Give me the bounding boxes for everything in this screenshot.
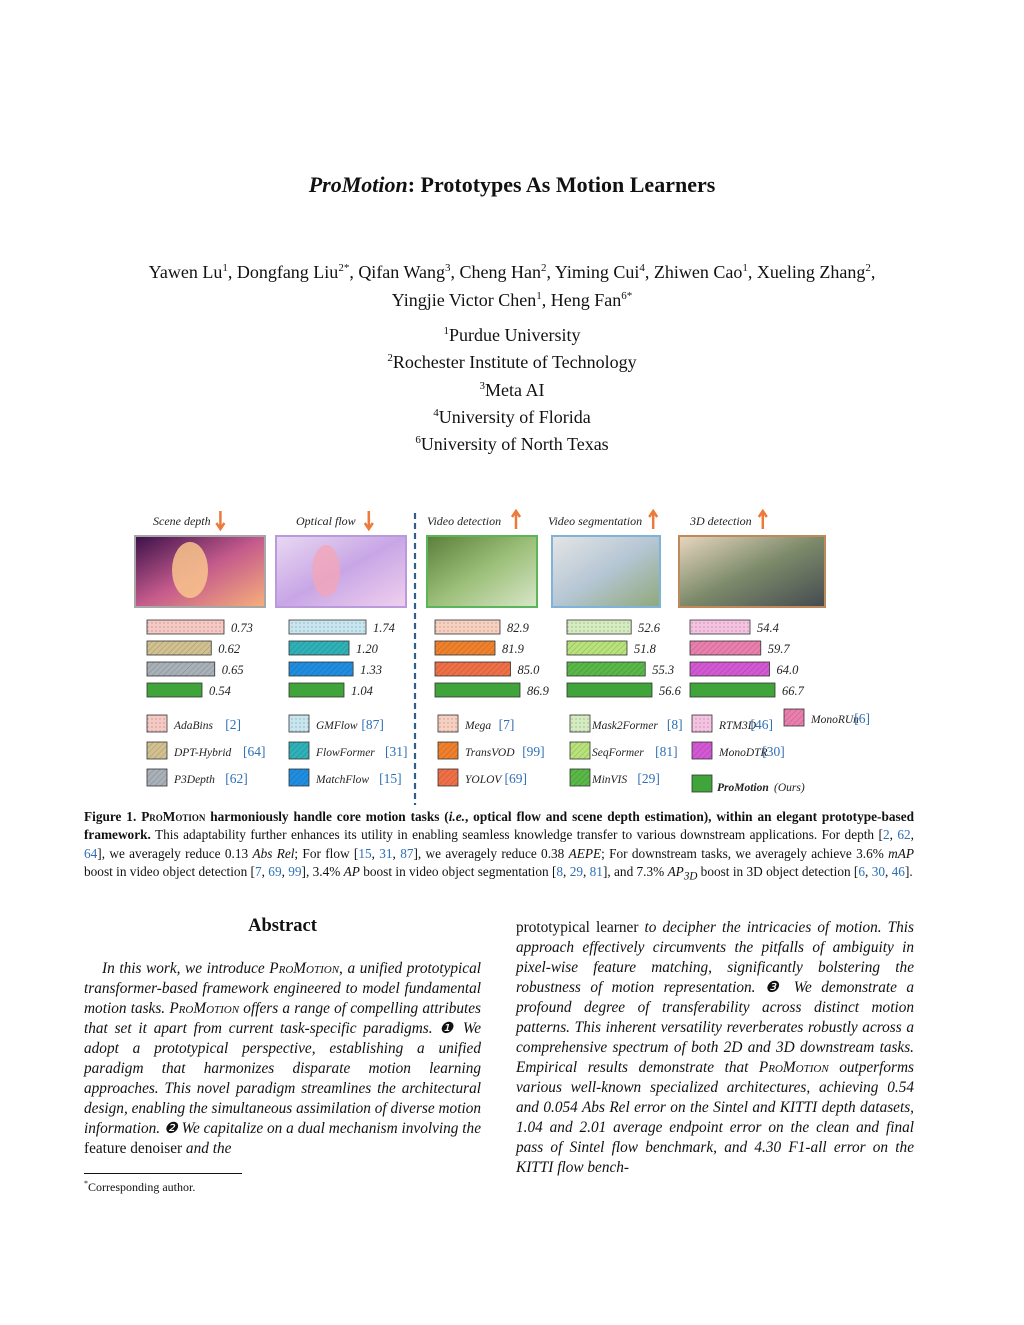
legend-swatch-texture: [692, 742, 712, 759]
author-name: Heng Fan: [550, 290, 622, 310]
citation-link[interactable]: 7: [254, 863, 262, 879]
citation-link[interactable]: [69]: [504, 771, 527, 786]
citation-link[interactable]: [15]: [379, 771, 402, 786]
legend-label: DPT-Hybrid: [174, 747, 232, 759]
legend-swatch-texture: [570, 742, 590, 759]
panel-title: 3D detection: [690, 514, 752, 528]
affiliation: $^1$Purdue University: [443, 325, 581, 345]
bar-value-label: 1.20: [356, 642, 378, 656]
bar-value-label: 51.8: [634, 642, 656, 656]
legend-label: Mask2Former: [592, 720, 658, 732]
bar-value-label: 0.73: [231, 621, 253, 635]
legend-label: FlowFormer: [316, 747, 375, 759]
bar-texture: [435, 641, 495, 655]
legend-swatch-texture: [438, 742, 458, 759]
bar-texture: [690, 641, 761, 655]
citation-link[interactable]: 6: [858, 863, 866, 879]
bar-promotion: [289, 683, 344, 697]
citation-link[interactable]: [2]: [225, 717, 242, 732]
bar-texture: [289, 620, 366, 634]
author-name: Zhiwen Cao: [653, 262, 743, 282]
legend-label: GMFlow: [316, 720, 358, 732]
citation-link[interactable]: 31: [379, 845, 393, 861]
legend-label: TransVOD: [465, 747, 515, 759]
panel-title: Optical flow: [296, 514, 356, 528]
bar-value-label: 59.7: [767, 642, 790, 656]
bar-value-label: 81.9: [502, 642, 524, 656]
bar-promotion: [567, 683, 652, 697]
citation-link[interactable]: [8]: [666, 717, 683, 732]
legend-label-ours: ProMotion: [717, 782, 769, 794]
panel-title: Scene depth: [153, 514, 211, 528]
bar-texture: [289, 641, 349, 655]
legend-label: MinVIS: [592, 774, 628, 786]
task-example-image: [276, 536, 406, 607]
citation-link[interactable]: [81]: [655, 744, 678, 759]
citation-link[interactable]: 64: [84, 845, 98, 861]
citation-link[interactable]: [6]: [854, 711, 871, 726]
citation-link[interactable]: 99: [288, 863, 302, 879]
bar-value-label: 0.54: [209, 684, 231, 698]
legend-label: SeqFormer: [592, 747, 644, 759]
bar-texture: [147, 662, 215, 676]
depth-figure-silhouette: [172, 542, 208, 598]
legend-label: MonoRUn: [811, 714, 859, 726]
citation-link[interactable]: 87: [400, 845, 414, 861]
legend-label: MatchFlow: [316, 774, 370, 786]
citation-link[interactable]: 2: [882, 827, 890, 843]
legend-swatch-texture: [147, 769, 167, 786]
author-name: Cheng Han: [459, 262, 541, 282]
task-example-image: [427, 536, 537, 607]
citation-link[interactable]: 8: [556, 863, 564, 879]
author-name: Yingjie Victor Chen: [391, 290, 537, 310]
author-line-1: Yawen Lu$^1$, Dongfang Liu$^{2*}$, Qifan Wang$^3$, Cheng Han$^2$, Yiming Cui$^4$, Zhiwen Cao$^1$, Xueling Zhang$^2$,: [148, 262, 876, 282]
author-list: [60, 256, 964, 312]
citation-link[interactable]: 30: [871, 863, 885, 879]
citation-link[interactable]: 46: [891, 863, 905, 879]
abstract-left-column: In this work, we introduce ProMotion, a unified prototypical transformer-based framework engineered to model fundamental motion tasks. ProMotion offers a range of compelling attributes that set it apart from current task-specific paradigms. ❶ We adopt a prototypical perspective, establishing a unified paradigm that harmonizes disparate motion learning approaches. This novel paradigm streamlines the architectural design, enabling the simultaneous assimilation of diverse motion information. ❷ We capitalize on a dual mechanism involving the feature denoiser and the: [84, 960, 482, 1157]
figure-1-bar-charts: [130, 505, 920, 805]
figure-caption: Figure 1. ProMotion harmoniously handle core motion tasks (i.e., optical flow and scene depth estimation), within an elegant prototype-based framework. This adaptability further enhances its utility in enabling seamless knowledge transfer to various downstream applications. For depth [2, 62, 64], we averagely reduce 0.13 Abs Rel; For flow [15, 31, 87], we averagely reduce 0.38 AEPE; For downstream tasks, we averagely achieve 3.6% mAP boost in video object detection [7, 69, 99], 3.4% AP boost in video object segmentation [8, 29, 81], and 7.3% $AP_{3D}$ boost in 3D object detection [6, 30, 46].: [84, 809, 914, 883]
legend-label-ours-suffix: (Ours): [774, 782, 805, 794]
legend-swatch-texture: [438, 769, 458, 786]
arrow-up-icon: [512, 511, 520, 529]
abstract-right-column: prototypical learner to decipher the intricacies of motion. This approach effectively circumvents the pitfalls of ambiguity in pixel-wise feature matching, significantly bolstering the robustness of motion representation. ❸ We demonstrate a profound degree of transferability across distinct motion patterns. This inherent versatility reverberates robustly across a comprehensive spectrum of both 2D and 3D downstream tasks. Empirical results demonstrate that ProMotion outperforms various well-known specialized architectures, achieving 0.54 and 0.054 Abs Rel error on the Sintel and KITTI depth datasets, 1.04 and 2.01 average endpoint error on the clean and final pass of Sintel flow benchmark, and 4.30 F1-all error on the KITTI flow bench-: [516, 919, 914, 1176]
legend-swatch-ours: [692, 775, 712, 792]
legend-swatch-texture: [784, 709, 804, 726]
bar-texture: [690, 662, 770, 676]
citation-link[interactable]: 69: [268, 863, 282, 879]
panel-title: Video segmentation: [548, 514, 643, 528]
arrow-down-icon: [365, 511, 373, 529]
bar-texture: [289, 662, 353, 676]
citation-link[interactable]: [46]: [750, 717, 773, 732]
citation-link[interactable]: [30]: [762, 744, 785, 759]
citation-link[interactable]: 62: [897, 827, 911, 843]
author-line-2: Yingjie Victor Chen$^1$, Heng Fan$^{6*}$: [391, 290, 633, 310]
arrow-up-icon: [649, 511, 657, 529]
bar-value-label: 54.4: [757, 621, 779, 635]
bar-value-label: 56.6: [659, 684, 681, 698]
affiliation: $^2$Rochester Institute of Technology: [387, 352, 637, 373]
affiliation: $^6$University of North Texas: [415, 434, 609, 455]
citation-link[interactable]: 15: [358, 845, 372, 861]
bar-texture: [567, 641, 627, 655]
citation-link[interactable]: [87]: [361, 717, 384, 732]
legend-swatch-texture: [147, 742, 167, 759]
panel-title: Video detection: [427, 514, 502, 528]
legend-swatch-texture: [147, 715, 167, 732]
author-name: Yawen Lu: [148, 262, 223, 282]
task-example-image: [552, 536, 660, 607]
bar-value-label: 64.0: [776, 663, 799, 677]
legend-swatch-texture: [289, 715, 309, 732]
legend-swatch-texture: [289, 742, 309, 759]
legend-label: MonoDTR: [719, 747, 768, 759]
bar-value-label: 86.9: [527, 684, 549, 698]
bar-value-label: 66.7: [782, 684, 804, 698]
legend-label: RTM3D: [719, 720, 757, 732]
legend-label: YOLOV: [465, 774, 502, 786]
task-example-image: [679, 536, 825, 607]
bar-promotion: [690, 683, 775, 697]
legend-swatch-texture: [289, 769, 309, 786]
legend-swatch-texture: [438, 715, 458, 732]
bar-texture: [567, 662, 645, 676]
bar-value-label: 1.33: [360, 663, 382, 677]
author-name: Qifan Wang: [358, 262, 446, 282]
affiliation-list: [0, 320, 1024, 456]
footnote-rule: [84, 1173, 242, 1174]
citation-link[interactable]: [62]: [225, 771, 248, 786]
citation-link[interactable]: [29]: [637, 771, 660, 786]
bar-promotion: [147, 683, 202, 697]
legend-label: AdaBins: [174, 720, 213, 732]
affiliation: $^4$University of Florida: [433, 406, 591, 427]
arrow-down-icon: [216, 511, 224, 529]
bar-texture: [435, 662, 511, 676]
bar-value-label: 0.62: [218, 642, 241, 656]
bar-value-label: 0.65: [221, 663, 244, 677]
bar-value-label: 82.9: [507, 621, 529, 635]
citation-link[interactable]: [99]: [522, 744, 545, 759]
citation-link[interactable]: [31]: [385, 744, 408, 759]
author-name: Xueling Zhang: [756, 262, 866, 282]
legend-label: Mega: [465, 720, 492, 732]
arrow-up-icon: [759, 511, 767, 529]
author-name: Dongfang Liu: [236, 262, 339, 282]
bar-texture: [435, 620, 500, 634]
bar-value-label: 85.0: [517, 663, 540, 677]
bar-texture: [147, 641, 211, 655]
flow-figure-silhouette: [312, 545, 340, 597]
bar-value-label: 1.04: [351, 684, 373, 698]
bar-value-label: 1.74: [373, 621, 395, 635]
legend-swatch-texture: [570, 769, 590, 786]
abstract-heading: Abstract: [248, 916, 317, 936]
legend-label: P3Depth: [174, 774, 215, 786]
bar-value-label: 52.6: [638, 621, 661, 635]
bar-texture: [567, 620, 631, 634]
legend-swatch-texture: [692, 715, 712, 732]
author-name: Yiming Cui: [554, 262, 640, 282]
citation-link[interactable]: 29: [569, 863, 583, 879]
bar-texture: [147, 620, 224, 634]
bar-promotion: [435, 683, 520, 697]
paper-title: ProMotion: Prototypes As Motion Learners: [308, 172, 716, 197]
bar-value-label: 55.3: [652, 663, 675, 677]
citation-link[interactable]: [64]: [243, 744, 266, 759]
bar-texture: [690, 620, 750, 634]
citation-link[interactable]: 81: [589, 863, 603, 879]
legend-swatch-texture: [570, 715, 590, 732]
citation-link[interactable]: [7]: [498, 717, 515, 732]
affiliation: $^3$Meta AI: [479, 379, 545, 400]
footnote: *Corresponding author.: [84, 1179, 196, 1194]
